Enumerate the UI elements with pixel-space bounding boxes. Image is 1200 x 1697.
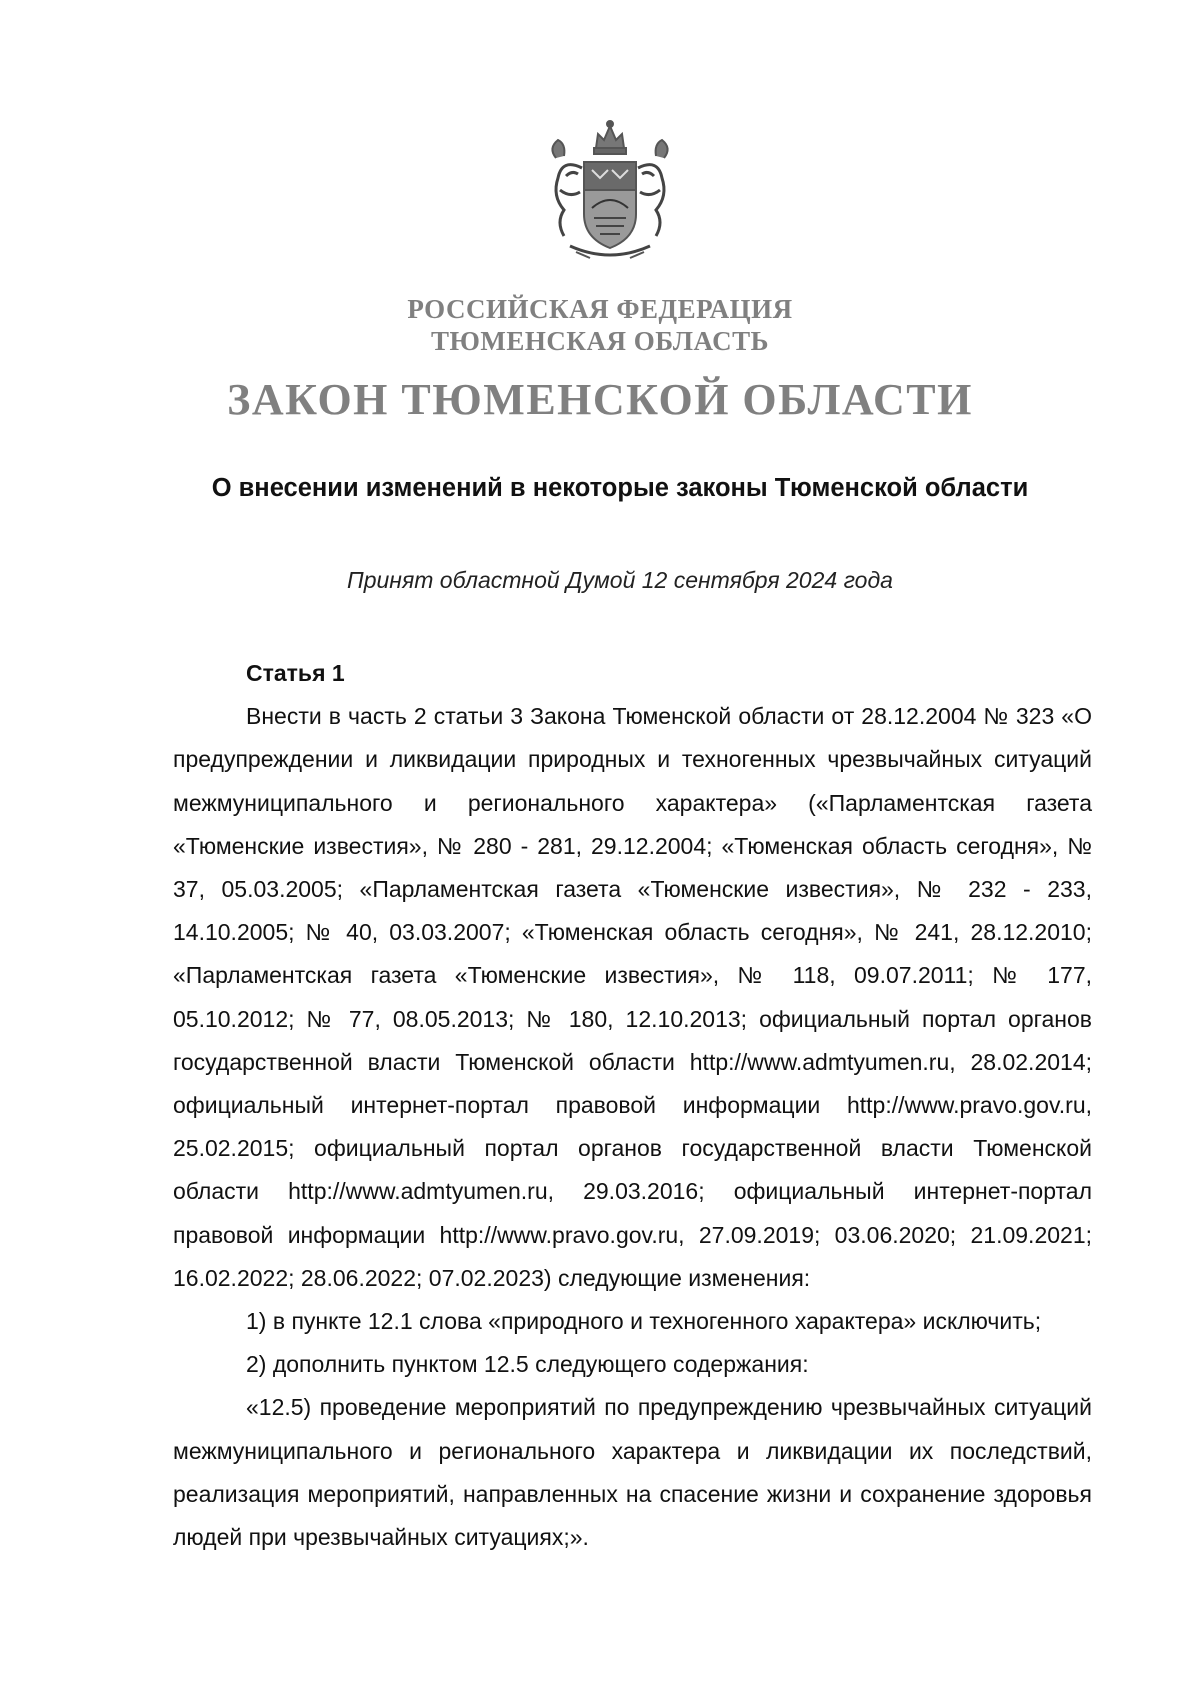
article-paragraph: 1) в пункте 12.1 слова «природного и техногенного характера» исключить; [246,1308,1042,1335]
article-body [173,652,1092,1559]
adoption-note: Принят областной Думой 12 сентября 2024 года [347,567,893,593]
region-heading: ТЮМЕНСКАЯ ОБЛАСТЬ [430,326,770,356]
article-heading: Статья 1 [246,660,345,686]
article-paragraph: 2) дополнить пунктом 12.5 следующего содержания: [246,1351,809,1378]
article-paragraph: «12.5) проведение мероприятий по предупреждению чрезвычайных ситуаций межмуниципального и регионального характера и ликвидации их последствий, реализация мероприятий, направленных на спасение жизни и сохранение здоровья людей при чрезвычайных ситуациях;». [173,1394,1092,1551]
country-heading: РОССИЙСКАЯ ФЕДЕРАЦИЯ [407,294,793,324]
document-type-heading: ЗАКОН ТЮМЕНСКОЙ ОБЛАСТИ [227,375,973,424]
coat-of-arms-icon [536,118,684,264]
law-title: О внесении изменений в некоторые законы Тюменской области [211,474,1029,502]
article-paragraph: Внести в часть 2 статьи 3 Закона Тюменской области от 28.12.2004 № 323 «О предупреждении и ликвидации природных и техногенных чрезвычайных ситуаций межмуниципального и регионального характера» («Парламентская газета «Тюменские известия», № 280 - 281, 29.12.2004; «Тюменская область сегодня», № 37, 05.03.2005; «Парламентская газета «Тюменские известия», № 232 - 233, 14.10.2005; № 40, 03.03.2007; «Тюменская область сегодня», № 241, 28.12.2010; «Парламентская газета «Тюменские известия», № 118, 09.07.2011; № 177, 05.10.2012; № 77, 08.05.2013; № 180, 12.10.2013; официальный портал органов государственной власти Тюменской области http://www.admtyumen.ru, 28.02.2014; официальный интернет-портал правовой информации http://www.pravo.gov.ru, 25.02.2015; официальный портал органов государственной власти Тюменской области http://www.admtyumen.ru, 29.03.2016; официальный интернет-портал правовой информации http://www.pravo.gov.ru, 27.09.2019; 03.06.2020; 21.09.2021; 16.02.2022; 28.06.2022; 07.02.2023) следующие изменения: [173,703,1092,1291]
